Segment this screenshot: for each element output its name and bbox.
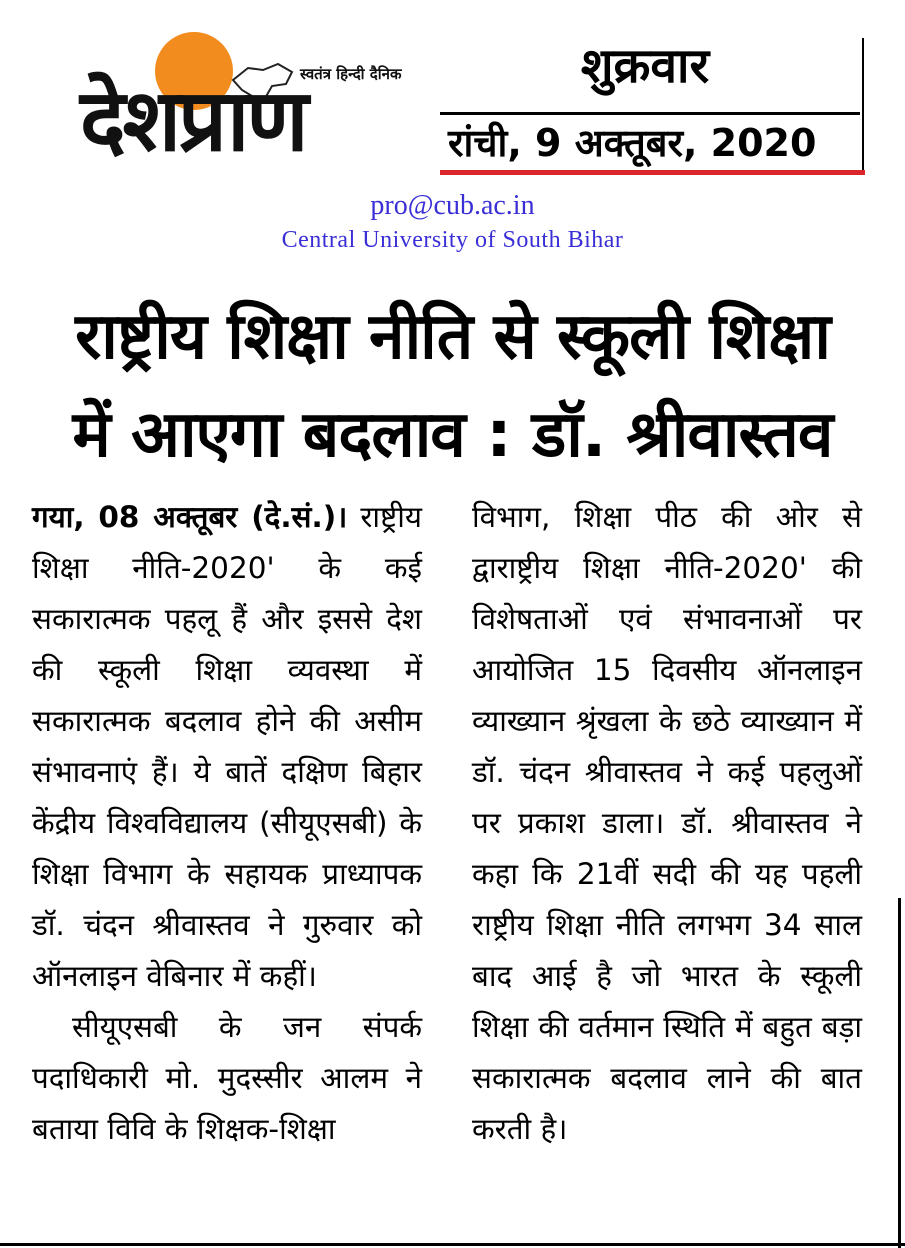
article-paragraph-2: सीयूएसबी के जन संपर्क पदाधिकारी मो. मुदस्सीर आलम ने बताया विवि के शिक्षक-शिक्षा [32,1010,422,1146]
contact-email: pro@cub.ac.in [370,190,535,221]
headline-line-1: राष्ट्रीय शिक्षा नीति से स्कूली शिक्षा [75,300,830,374]
issue-dateline: रांची, 9 अक्तूबर, 2020 [448,121,817,165]
university-name: Central University of South Bihar [281,227,624,253]
tagline: स्वतंत्र हिन्दी दैनिक [300,65,402,83]
logo-text: देशप्राण [80,71,306,171]
accent-rule [440,170,865,175]
masthead [0,0,905,190]
headline-line-2: में आएगा बदलाव : डॉ. श्रीवास्तव [72,398,833,472]
issue-weekday: शुक्रवार [580,38,710,94]
date-rule [440,112,860,115]
masthead-divider [862,38,864,172]
article-column-left [32,492,422,1155]
clipping-border-bottom [0,1243,905,1246]
newspaper-logo [80,30,430,175]
article-paragraph-1: राष्ट्रीय शिक्षा नीति-2020' के कई सकारात्मक पहलू हैं और इससे देश की स्कूली शिक्षा व्यवस्था में सकारात्मक बदलाव होने की असीम संभावनाएं हैं। ये बातें दक्षिण बिहार केंद्रीय विश्वविद्यालय (सीयूएसबी) के शिक्षा विभाग के सहायक प्राध्यापक डॉ. चंदन श्रीवास्तव ने गुरुवार को ऑनलाइन वेबिनार में कहीं। [32,500,422,993]
article-dateline: गया, 08 अक्तूबर (दे.सं.)। [32,500,348,534]
article-column-right [472,492,862,1155]
article-headline [20,288,885,484]
article-lead-paragraph [32,492,422,1002]
article-paragraph-3: विभाग, शिक्षा पीठ की ओर से द्वाराष्ट्रीय शिक्षा नीति-2020' की विशेषताओं एवं संभावनाओं पर आयोजित 15 दिवसीय ऑनलाइन व्याख्यान श्रृंखला के छठे व्याख्यान में डॉ. चंदन श्रीवास्तव ने कई पहलुओं पर प्रकाश डाला। डॉ. श्रीवास्तव ने कहा कि 21वीं सदी की यह पहली राष्ट्रीय शिक्षा नीति लगभग 34 साल बाद आई है जो भारत के स्कूली शिक्षा की वर्तमान स्थिति में बहुत बड़ा सकारात्मक बदलाव लाने की बात करती है। [472,500,862,1146]
clipping-border-right [898,898,901,1248]
